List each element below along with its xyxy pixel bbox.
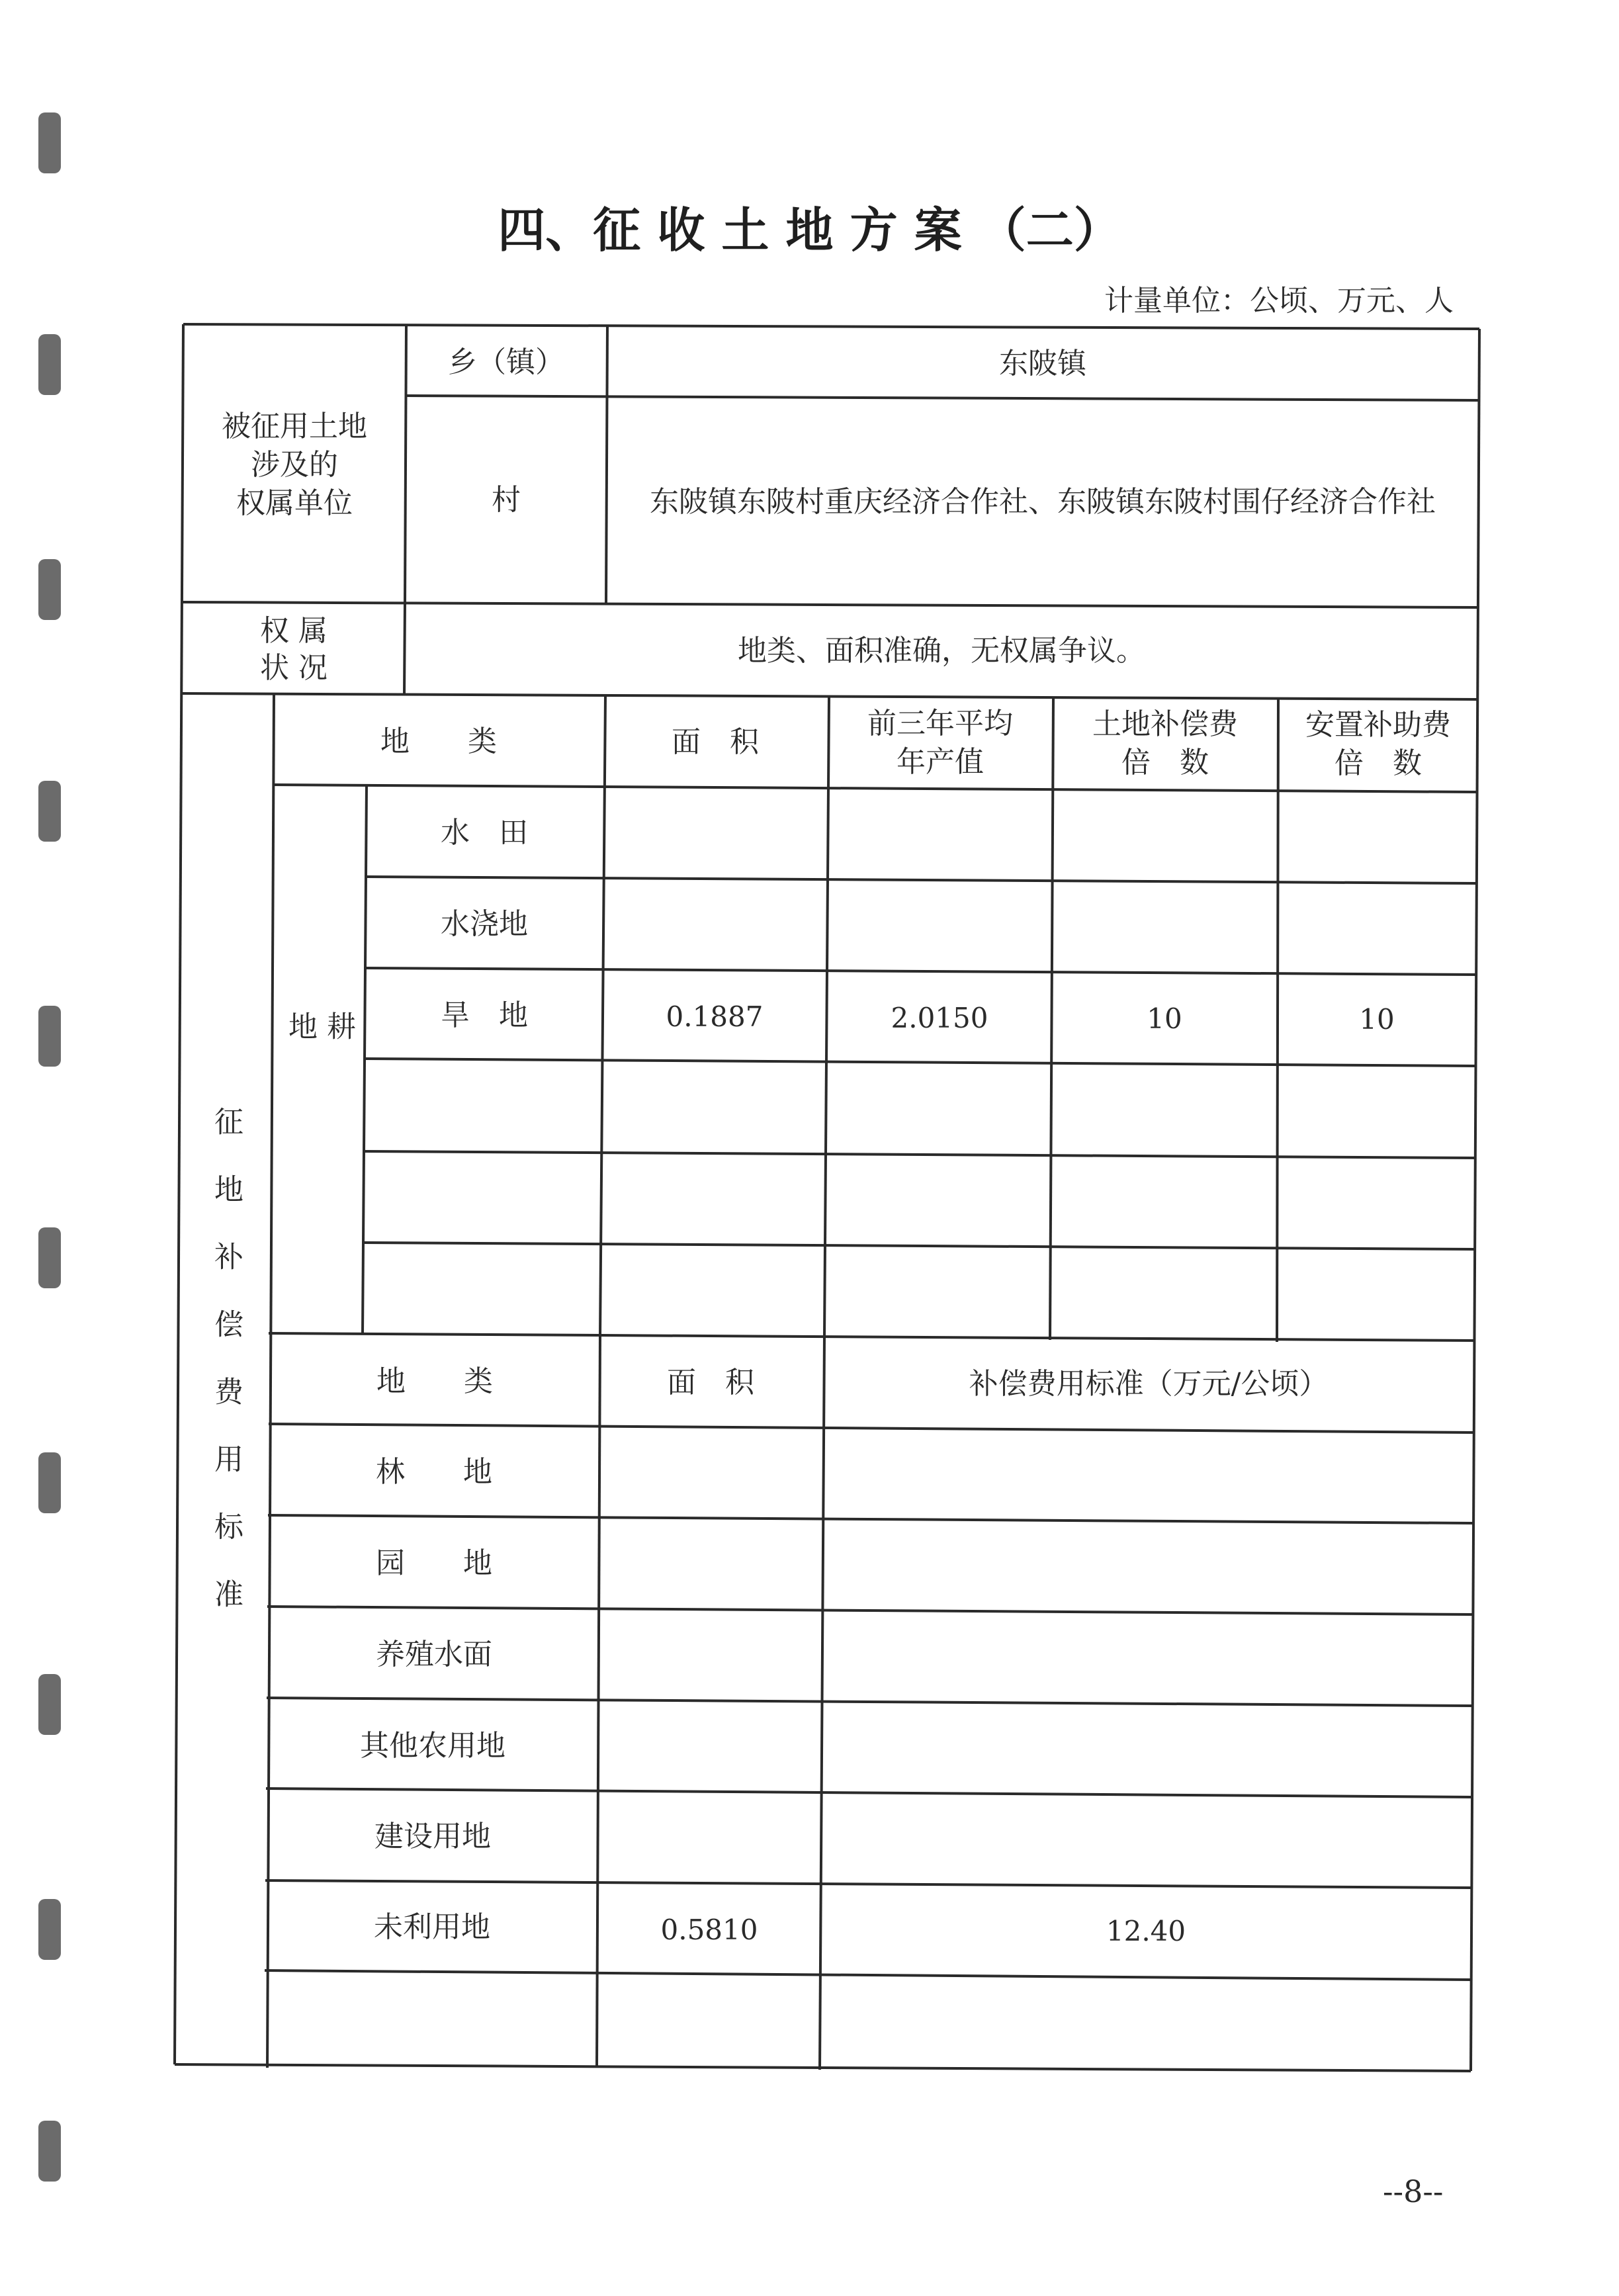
cultivated-header-land-multiple: 土地补偿费 倍 数: [1092, 707, 1238, 779]
village-label: 村: [492, 483, 521, 517]
cultivated-row-type: 旱 地: [441, 998, 528, 1032]
cultivated-row-land-multiple: 10: [1147, 1002, 1182, 1035]
unit-line: 计量单位：公顷、万元、人: [1104, 284, 1454, 318]
cultivated-header-resettle-multiple: 安置补助费 倍 数: [1305, 708, 1451, 780]
compensation-section-label: [183, 1085, 269, 1667]
other-row-type: 未利用地: [374, 1910, 490, 1944]
cultivated-row-resettle-multiple: 10: [1359, 1003, 1395, 1036]
ownership-value: 地类、面积准确，无权属争议。: [738, 633, 1145, 668]
township-value: 东陂镇: [999, 346, 1086, 380]
other-header-type: 地 类: [376, 1364, 493, 1398]
cultivated-group-text: 耕地: [283, 1011, 355, 1120]
page-number: --8--: [1383, 2174, 1444, 2209]
cultivated-row-avg-output: 2.0150: [891, 1002, 988, 1034]
village-value: 东陂镇东陂村重庆经济合作社、东陂镇东陂村围仔经济合作社: [650, 485, 1436, 519]
owner-unit-section-label: 被征用土地 涉及的 权属单位: [222, 409, 367, 520]
township-label: 乡（镇）: [448, 345, 564, 379]
other-row-type: 建设用地: [374, 1820, 491, 1853]
cultivated-row-type: 水 田: [441, 816, 528, 850]
other-row-area: 0.5810: [660, 1914, 758, 1946]
cultivated-row-area: 0.1887: [666, 1000, 764, 1033]
other-row-type: 养殖水面: [376, 1638, 492, 1671]
compensation-section-text: 征地补偿费用标准: [209, 1106, 243, 1646]
cultivated-header-type: 地 类: [380, 725, 497, 758]
cultivated-header-avg-output: 前三年平均 年产值: [867, 707, 1013, 779]
other-row-type: 园 地: [376, 1546, 492, 1580]
other-row-type: 林 地: [376, 1455, 492, 1489]
ownership-label: 权 属 状 况: [260, 613, 328, 685]
other-row-standard: 12.40: [1106, 1915, 1186, 1947]
cultivated-group-label: [273, 959, 365, 1171]
other-row-type: 其他农用地: [360, 1729, 505, 1763]
other-header-standard: 补偿费用标准（万元/公顷）: [969, 1367, 1329, 1401]
other-header-area: 面 积: [667, 1366, 754, 1399]
cultivated-header-area: 面 积: [672, 725, 759, 759]
cultivated-row-type: 水浇地: [441, 907, 528, 941]
page-title: 四、征 收 土 地 方 案 （二）: [498, 202, 1121, 258]
